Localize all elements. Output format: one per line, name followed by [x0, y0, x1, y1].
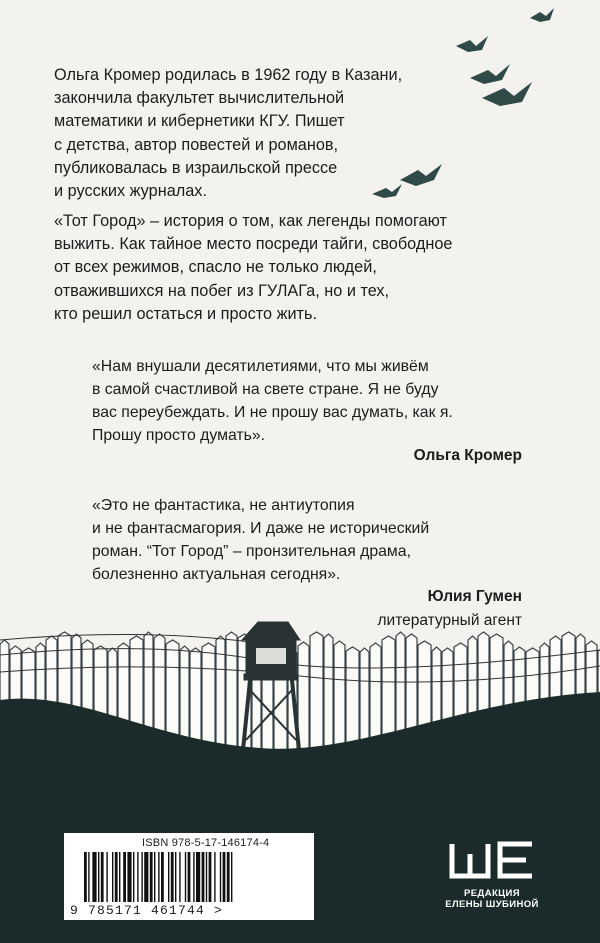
barcode-bar	[209, 852, 212, 902]
quote-line: болезненно актуальная сегодня».	[92, 566, 341, 583]
barcode-bar	[231, 852, 232, 902]
barcode-bar	[144, 852, 148, 902]
barcode-bar	[227, 852, 230, 902]
barcode-bar	[133, 852, 134, 902]
quote-line: роман. “Тот Город” – пронзительная драма,	[92, 543, 411, 560]
bio-line: Ольга Кромер родилась в 1962 году в Казани,	[54, 66, 403, 84]
barcode-bar	[161, 852, 164, 902]
fence-picket	[226, 632, 237, 760]
barcode-bar	[141, 852, 142, 902]
bio-line: публиковалась в израильской прессе	[54, 158, 338, 177]
quote-line: «Это не фантастика, не антиутопия	[92, 497, 355, 514]
barcode-bar	[150, 852, 153, 902]
quote-line: Прошу просто думать».	[92, 427, 266, 444]
barcode-bar	[84, 852, 87, 902]
barcode-bar	[185, 852, 186, 902]
quote-author: Юлия Гумен	[427, 588, 522, 605]
barcode-bar	[196, 852, 200, 902]
quote-author-role: литературный агент	[377, 612, 522, 629]
publisher-mark-icon	[448, 838, 536, 882]
barcode-bar	[101, 852, 104, 902]
barcode-bars	[84, 852, 296, 902]
quote-line: в самой счастливой на свете стране. Я не буду	[92, 381, 439, 398]
barcode-bar	[137, 852, 138, 902]
agent-quote	[92, 494, 532, 586]
barcode-bar	[158, 852, 159, 902]
isbn-number: ISBN 978-5-17-146174-4	[142, 837, 270, 849]
quote-line: и не фантасмагория. И даже не исторический	[92, 520, 430, 537]
book-annotation	[54, 210, 554, 326]
isbn-barcode	[64, 833, 314, 920]
fence-picket	[324, 634, 333, 760]
barcode-bar	[175, 852, 176, 902]
barcode-bar	[223, 852, 226, 902]
publisher-name-line: ЕЛЕНЫ ШУБИНОЙ	[445, 899, 539, 910]
barcode-bar	[119, 852, 120, 902]
quote-author: Ольга Кромер	[413, 447, 522, 464]
barcode-bar	[154, 852, 155, 902]
barcode-bar	[206, 852, 207, 902]
annotation-line: выжить. Как тайное место посреди тайги, свободное	[54, 235, 453, 254]
annotation-line: «Тот Город» – история о том, как легенды помогают	[54, 212, 447, 230]
barcode-bar	[115, 852, 118, 902]
barcode-bar	[106, 852, 107, 902]
annotation-line: отважившихся на побег из ГУЛАГа, но и тех,	[54, 281, 390, 300]
quote-line: вас переубеждать. И не прошу вас думать, как я.	[92, 404, 453, 421]
author-bio	[54, 64, 424, 203]
barcode-bar	[168, 852, 169, 902]
quote-line: «Нам внушали десятилетиями, что мы живём	[92, 358, 429, 375]
barcode-bar	[202, 852, 205, 902]
bio-line: и русских журналах.	[54, 182, 207, 201]
author-quote	[92, 355, 532, 447]
barcode-bar	[98, 852, 99, 902]
barcode-bar	[220, 852, 221, 902]
barcode-bar	[214, 852, 215, 902]
barcode-bar	[92, 852, 96, 902]
barcode-bar	[88, 852, 89, 902]
bio-line: с детства, автор повестей и романов,	[54, 135, 339, 154]
publisher-logo	[438, 838, 546, 918]
bio-line: закончила факультет вычислительной	[54, 89, 345, 108]
barcode-bar	[123, 852, 126, 902]
barcode-digits: 9 785171 461744 >	[70, 903, 224, 918]
barcode-bar	[193, 852, 194, 902]
barcode-bar	[179, 852, 180, 902]
fence-picket	[334, 641, 345, 760]
publisher-name	[438, 888, 546, 910]
barcode-bar	[188, 852, 191, 902]
barcode-bar	[171, 852, 174, 902]
annotation-line: кто решил остаться и просто жить.	[54, 304, 318, 323]
publisher-name-line: РЕДАКЦИЯ	[464, 888, 520, 899]
fence-picket	[310, 632, 323, 760]
annotation-line: от всех режимов, спасло не только людей,	[54, 258, 377, 277]
bio-line: математики и кибернетики КГУ. Пишет	[54, 112, 345, 131]
barcode-bar	[127, 852, 131, 902]
barcode-bar	[112, 852, 113, 902]
